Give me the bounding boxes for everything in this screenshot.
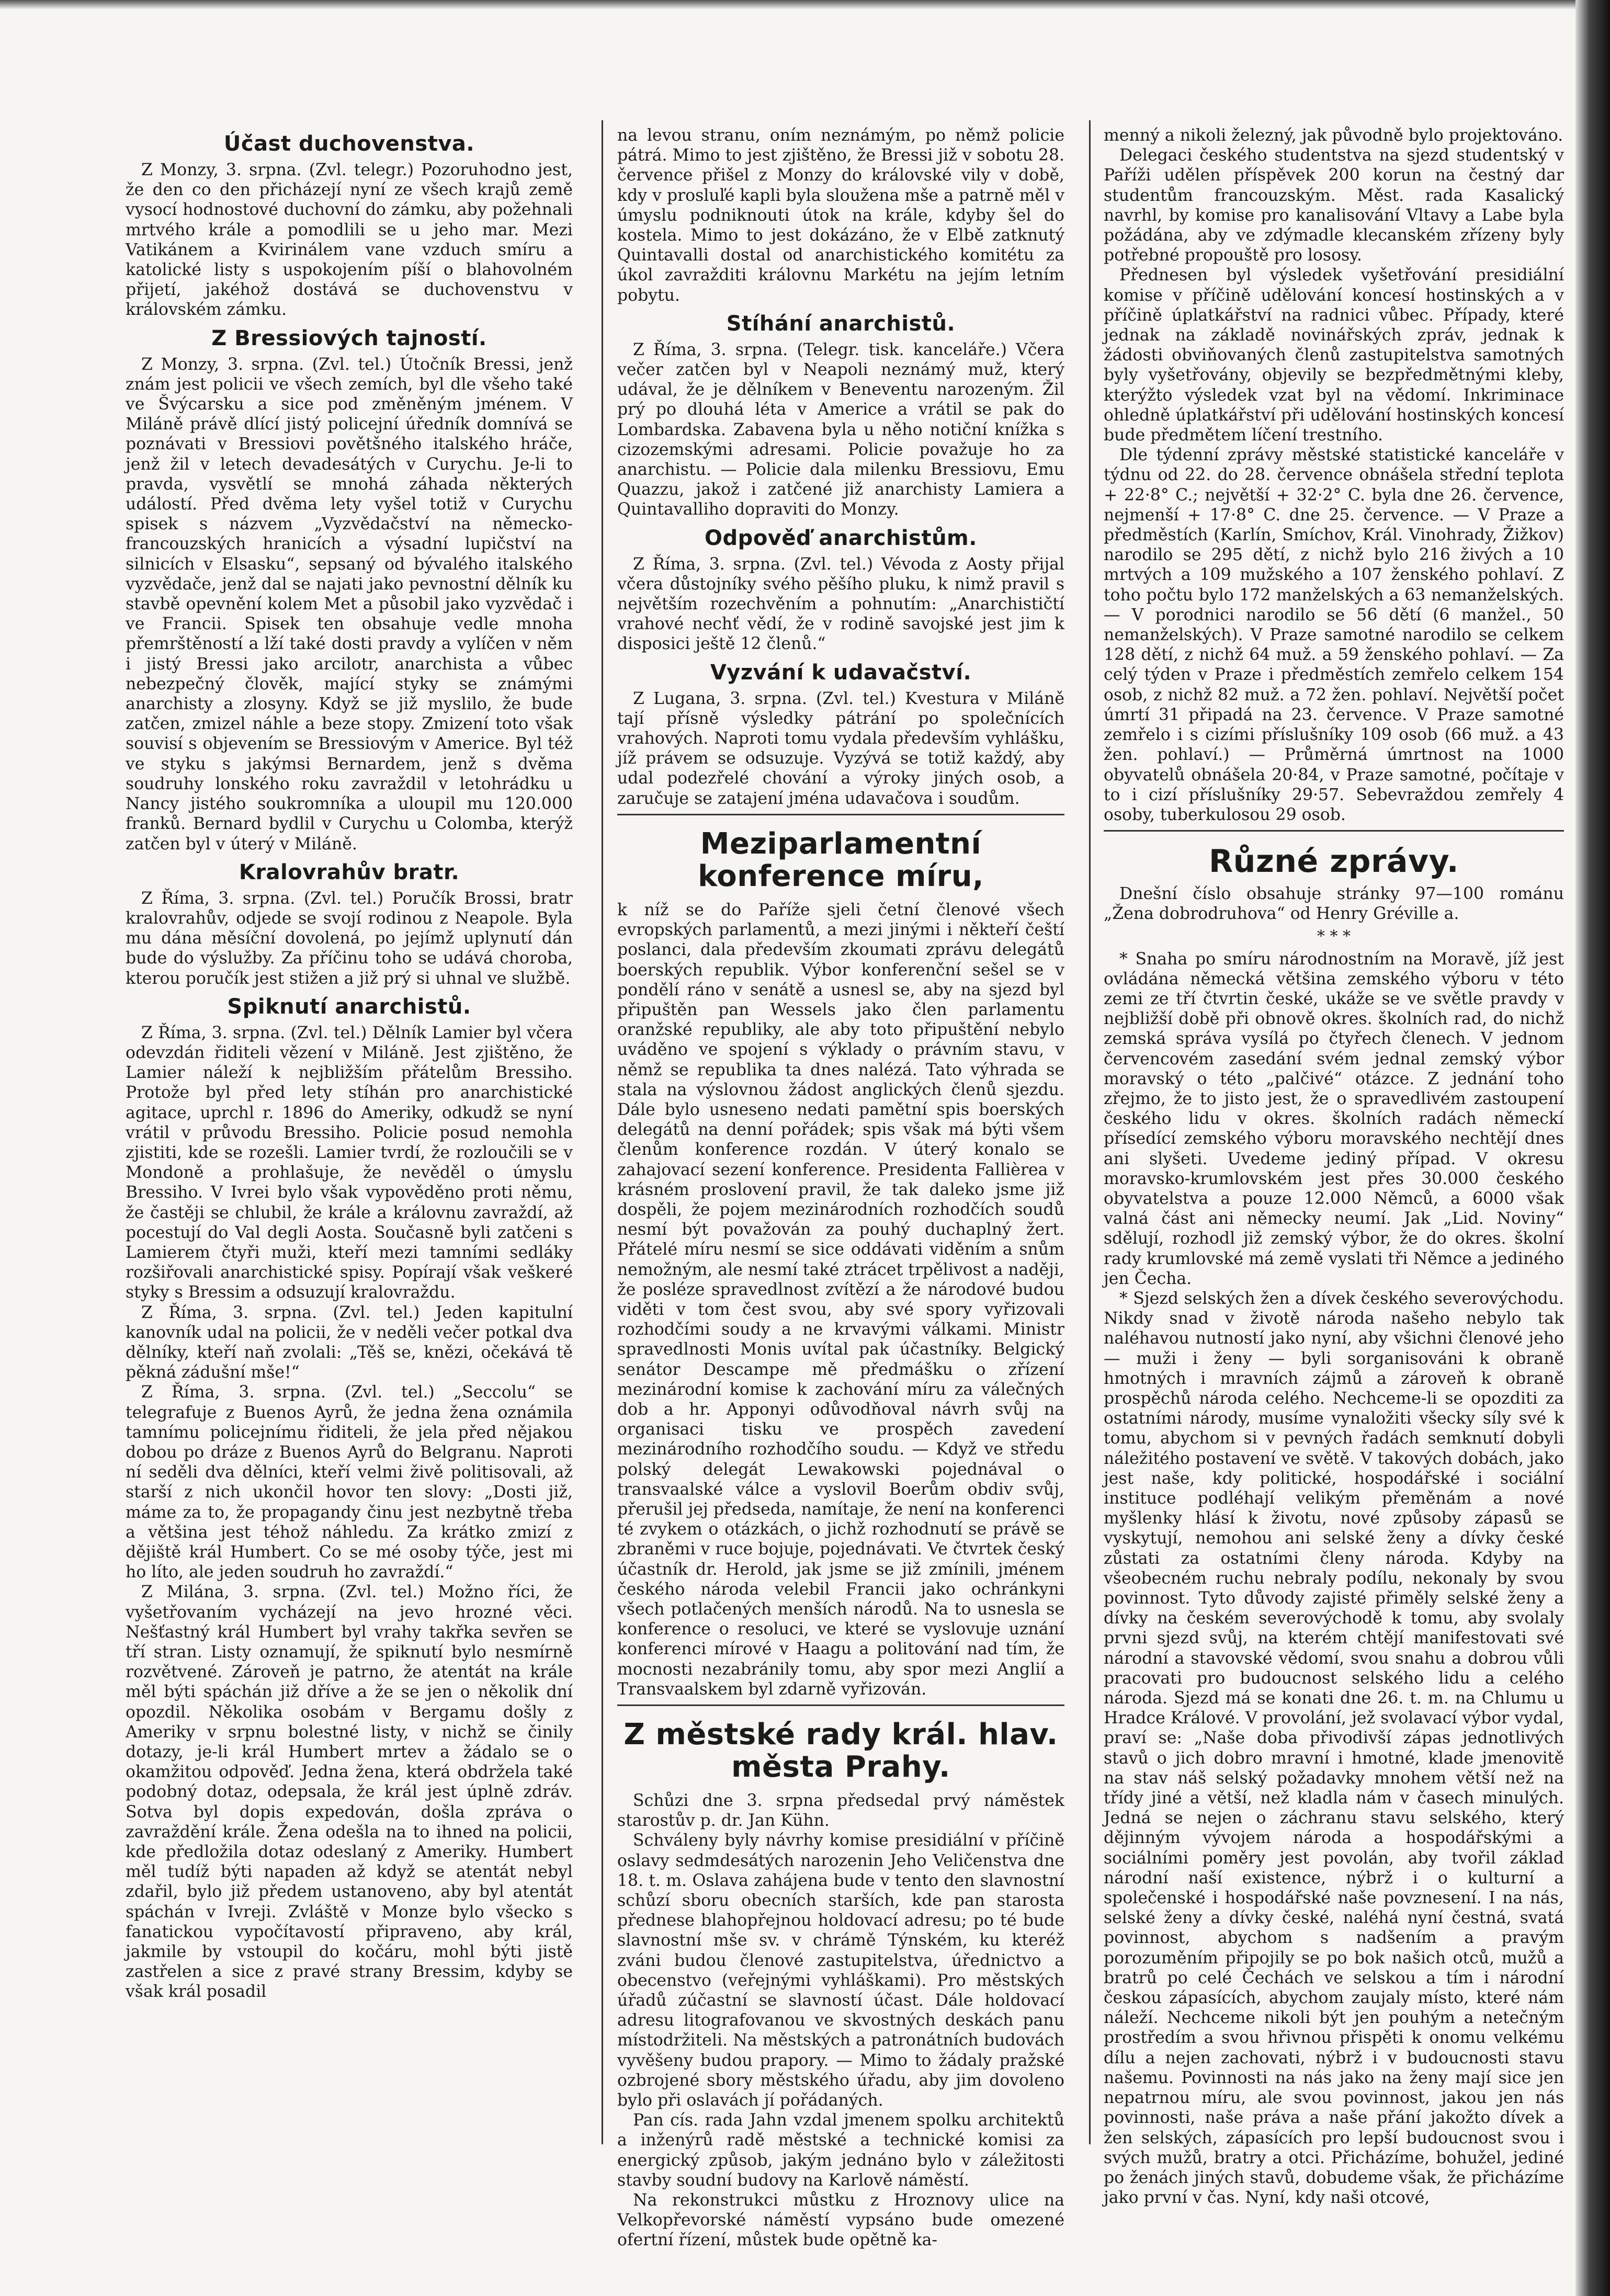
article-paragraph: Z Monzy, 3. srpna. (Zvl. tel.) Útočník Bressi, jenž znám jest policii ve všech zemích, byl dle všeho také ve Švýcarsku a sice pod změněným jménem. V Miláně právě dlící jistý policejní úředník domnívá se poznávati v Bressiovi povětšného italského hráče, jenž žil v letech devadesátých v Curychu. Je-li to pravda, vysvětlí se mnohá záhada některých událostí. Před dvěma lety vyšel totiž v Curychu spisek s názvem „Vyzvědačství na německo-francouzských hranicích a výsadní lupičství na silnicích v Elsasku“, sepsaný od bývalého italského vyzvědače, jenž dal se najati jako pevnostní dělník ku stavbě opevnění kolem Met a působil jako vyzvědač i ve Francii. Spisek ten obsahuje vedle mnoha přemrštěností a lží také dosti pravdy a vylíčen v něm i jistý Bressi jako arcilotr, anarchista a vůbec nebezpečný člověk, mající styky se známými anarchisty a zlosyny. Když se již myslilo, že bude zatčen, zmizel náhle a beze stopy. Zmizení toto však souvisí s objevením se Bressiovým v Americe. Byl též ve styku s jakýmsi Bernardem, jenž s dvěma soudruhy lonského roku zavraždil v letohrádku u Nancy jistého soukromníka a uloupil mu 120.000 franků. Bernard bydlil v Curychu u Colomba, kterýž zatčen byl v úterý v Miláně. [126,355,573,854]
article-paragraph: Z Říma, 3. srpna. (Zvl. tel.) Dělník Lamier byl včera odevzdán řiditeli vězení v Miláně. Jest zjištěno, že Lamier náleží k nejbližším přátelům Bressiho. Protože byl před lety stíhán pro anarchistické agitace, uprchl r. 1896 do Ameriky, odkudž se nyní vrátil v průvodu Bressiho. Policie posud nemohla zjistiti, kde se rozešli. Lamier tvrdí, že rozloučili se v Mondoně a prohlašuje, že nevěděl o úmyslu Bressiho. V Ivrei bylo však vypověděno proti němu, že častěji se chlubil, že krále a královnu zavraždí, až pocestují do Val degli Aosta. Současně byli zatčeni s Lamierem čtyři muži, kteří mezi tamními sedláky rozšiřovali anarchistické spisy. Popírají však veškeré styky s Bressim a odsuzují kralovraždu. [126,1023,573,1302]
headline-ucast-duchovenstva: Účast duchovenstva. [223,132,475,156]
article-paragraph: menný a nikoli železný, jak původně bylo projektováno. [1104,126,1563,145]
article-paragraph: k níž se do Paříže sjeli četní členové všech evropských parlamentů, a mezi jinými i někteří čeští poslanci, dala především zkoumati zprávu delegátů boerských republik. Výbor konferenční sešel se v pondělí ráno v senátě a usnesl se, aby na sjezd byl připuštěn pan Wessels jako člen parlamentu oranžské republiky, ale aby toto připuštění nebylo uváděno ve spojení s výklady o právním stavu, v němž se republika ta dnes nalézá. Tato výhrada se stala na výslovnou žádost anglických členů sjezdu. Dále bylo usneseno nedati pamětní spis boerských delegátů na denní pořádek; spis však má býti všem členům konference rozdán. V úterý konalo se zahajovací sezení konference. Presidenta Fallièrea v krásném proslovení pravil, že tak daleko jsme již dospěli, že pojem mezinárodních rozhodčích soudů nesmí být považován za pouhý duchaplný žert. Přátelé míru nesmí se sice oddávati viděním a snům nemožným, ale nesmí také ztrácet trpělivost a naději, že posléze spravedlnost zvítězí a že národové budou viděti v tom čest svou, aby své spory vyřizovali rozhodčími soudy a ne krvavými válkami. Ministr spravedlnosti Monis uvítal pak účastníky. Belgický senátor Descampe mě předmášku o zřízení mezinárodní komise k zachování míru za válečných dob a hr. Apponyi odůvodňoval návrh svůj na organisaci tisku ve prospěch zavedení mezinárodního rozhodčího soudu. — Když ve středu polský delegát Lewakowski pojednával o transvaalské válce a vyslovil Boerům obdiv svůj, přerušil jej předseda, namítaje, že není na konferenci té zvykem o otázkách, o jichž rozhodnutí se právě se zbraněmi v ruce bojuje, pojednávati. Ve čtvrtek český účastník dr. Herold, jak jsme se již zmínili, jménem českého národa velebil Francii jako ochránkyni všech potlačených menších národů. Na to usnesla se konference o resoluci, ve které se vyslovuje uznání konferenci mírové v Haagu a politování nad tím, že mocnosti nezabránily tomu, aby spor mezi Anglií a Transvaalskem byl zdarně vyřizován. [617,900,1064,1699]
headline-spiknuti-anarchistu: Spiknutí anarchistů. [227,994,471,1019]
article-paragraph: * Sjezd selských žen a dívek českého severovýchodu. Nikdy snad v životě národa našeho nebylo tak naléhavou nutností jako nyní, aby všichni členové jeho — muži i ženy — byli sorganisováni k obraně hmotných i mravních zájmů a zároveň k obraně prospěchů národa celého. Nechceme-li se opozditi za ostatními národy, musíme vynaložiti všecky síly své k tomu, abychom si v pevných řadách semknutí dobyli náležitého postavení ve světě. V takových dobách, jako jest naše, kdy politické, hospodářské i sociální instituce podléhají velikým přeměnám a nové myšlenky hlásí k životu, nové způsoby zápasů se vyskytují, nemohou ani selské ženy a dívky české zůstati za ostatními členy národa. Kdyby na všeobecném ruchu nebraly podílu, nekonaly by svou povinnost. Tyto důvody zajisté přiměly selské ženy a dívky na českém severovýchodě k tomu, aby svolaly prvni sjezd svůj, na kterém chtějí manifestovati své národní a stavovské vědomí, svou snahu a dobrou vůli pracovati pro budoucnost selského lidu a celého národa. Sjezd má se konati dne 26. t. m. na Chlumu u Hradce Králové. V provolání, jež svolavací výbor vydal, praví se: „Naše doba přivodivší zápas jednotlivých stavů o jich dobro mravní i hmotné, klade jmenovitě na stav náš selský požadavky mnohem větší než na třídy jiné a větší, než kladla nám v časech minulých. Jedná se nejen o záchranu stavu selského, který dějinným vývojem národa a hospodářskými a sociálními poměry jest povolán, aby tvořil základ národní naší existence, nýbrž i o kulturní a společenské i hospodářské naše povznesení. I na nás, selské ženy a dívky české, naléhá nyní čestná, svatá povinnost, abychom s nadšením a pravým porozuměním připojily se po bok našich otců, mužů a bratrů po celé Čechách ve selskou a tím i národní českou zápasících, abychom zaujaly místo, které nám náleží. Nechceme nikoli být jen pouhým a netečným prostředím a svou hřivnou přispěti k onomu velkému dílu a nejen zachovati, nýbrž i v budoucnosti stavu našemu. Povinnosti na nás jako na ženy mají sice jen nepatrnou míru, ale svou povinnost, jakou jen nás povinnosti, naše práva a naše přání jakožto dívek a žen selských, zápasících pro lepší budoucnost svou i svých mužů, bratry a otci. Přicházíme, bohužel, jediné po ženách jiných stavů, dobudeme však, že přicházíme jako první v čas. Nyní, kdy naši otcové, [1104,1289,1564,2208]
section-divider [1104,830,1564,832]
headline-mestska-rada-prahy: Z městské rady král. hlav. města Prahy. [623,1718,1058,1784]
headline-bressiovych-tajnosti: Z Bressiových tajností. [211,326,487,350]
article-paragraph: * Snaha po smíru národnostním na Moravě, jíž jest ovládána německá většina zemského výboru v této zemi ze tří čtvrtin české, ukáže se ve světle pravdy v nejbližší době při obnově okres. školních rad, do nichž zemská správa vysílá po čtyřech členech. V jednom červencovém zasedání svém jednal zemský výbor moravský o této „palčivé“ otázce. Z jednání toho zřejmo, že to jisto jest, že o spravedlivém zastoupení českého lidu v okres. školních radách německí přísedící zemského výboru moravského nechtějí dnes ani slyšeti. Uvedeme jediný případ. V okresu moravsko-krumlovském jest přes 30.000 českého obyvatelstva a pouze 12.000 Němců, a 6000 však valná část ani německy neumí. Jak „Lid. Noviny“ sdělují, rozhodl již zemský výbor, že do okres. školní rady krumlovské má země vyslati tři Němce a jediného jen Čecha. [1104,949,1564,1288]
headline-odpoved-anarchistum: Odpověď anarchistům. [705,526,977,550]
scan-right-edge [1575,0,1610,2296]
scan-top-edge [0,0,1610,9]
article-paragraph: Dle týdenní zprávy městské statistické kanceláře v týdnu od 22. do 28. července obnášela střední teplota + 22·8° C.; největší + 32·2° C. byla dne 26. července, nejmenší + 17·8° C. dne 25. července. — V Praze a předměstích (Karlín, Smíchov, Král. Vinohrady, Žižkov) narodilo se 295 dětí, z nichž bylo 216 živých a 10 mrtvých a 109 mužského a 107 ženského pohlaví. Z toho počtu bylo 172 manželských a 63 nemanželských. — V porodnici narodilo se 56 dětí (6 manžel., 50 nemanželských). V Praze samotné narodilo se celkem 128 dětí, z nichž 64 muž. a 59 ženského pohlaví. — Za celý týden v Praze i předměstích zemřelo celkem 154 osob, z nichž 82 muž. a 72 žen. pohlaví. Největší počet úmrtí 31 připadá na 23. července. V Praze samotné zemřelo i s cizími příslušníky 109 osob (66 muž. a 43 žen. pohlaví.) — Průměrná úmrtnost na 1000 obyvatelů obnášela 20·84, v Praze samotné, počítaje v to i cizí příslušníky 29·57. Sebevraždou zemřely 4 osoby, tuberkulosou 29 osob. [1104,446,1564,824]
headline-meziparlamentni-konference: Meziparlamentní konference míru, [698,826,984,893]
article-paragraph: Pan cís. rada Jahn vzdal jmenem spolku architektů a inženýrů radě městské a technické komisi za energický způsob, jakým jednáno bylo v záležitosti stavby soudní budovy na Karlově náměstí. [617,2111,1064,2190]
headline-ruzne-zpravy: Různé zprávy. [1208,843,1459,880]
column-2 [617,126,1064,2250]
article-paragraph: Z Říma, 3. srpna. (Telegr. tisk. kanceláře.) Včera večer zatčen byl v Neapoli neznámý muž, který udával, že je dělníkem v Beneventu narozeným. Žil prý po dlouhá léta v Americe a vrátil se pak do Lombardska. Zabavena byla u něho notiční knížka s cizozemskými adresami. Policie považuje ho za anarchistu. — Policie dala milenku Bressiovu, Emu Quazzu, jakož i zatčené již anarchisty Lamiera a Quintavalliho dopraviti do Monzy. [617,340,1064,519]
column-3 [1104,126,1564,2208]
article-paragraph: Schváleny byly návrhy komise presidiální v příčině oslavy sedmdesátých narozenin Jeho Veličenstva dne 18. t. m. Oslava zahájena bude v tento den slavnostní schůzí sboru obecních starších, kde pan starosta přednese blahopřejnou holdovací adresu; po té bude slavnostní mše sv. v chrámě Týnském, ku kteréž zváni budou členové zastupitelstva, úřednictvo a obecenstvo (veřejnými vyhláškami). Pro městských úřadů zúčastní se slavností účast. Dále holdovací adresu litografovanou ve skvostných deskách panu místodržiteli. Na městských a patronátních budovách vyvěšeny budou prapory. — Mimo to žádaly pražské ozbrojené sbory městského úřadu, aby jim dovoleno bylo při oslavách jí pořádaných. [617,1831,1064,2110]
article-paragraph: Přednesen byl výsledek vyšetřování presidiální komise v příčině udělování koncesí hostinských a v příčině úplatkářství na radnici vůbec. Případy, které jednak na základě novinářských zpráv, jednak k žádosti obviňovaných členů zastupitelstva samotných byly vyšetřovány, objevily se bezpředmětnými kleby, kterýžto výsledek vzat byl na vědomí. Inkriminace ohledně úplatkářství při udělování hostinských koncesí bude předmětem líčení trestního. [1104,266,1564,445]
article-paragraph: Z Monzy, 3. srpna. (Zvl. telegr.) Pozoruhodno jest, že den co den přicházejí nyní ze všech krajů země vysocí hodnostové duchovní do zámku, aby požehnali mrtvého krále a pomodlili se u jeho mar. Mezi Vatikánem a Kvirinálem vane vzduch smíru a katolické listy s uspokojením píší o blahovolném přijetí, jakéhož dostává se duchovenstvu v královském zámku. [126,161,573,320]
section-divider [617,814,1064,815]
column-rule-1 [602,120,603,2144]
article-paragraph: Delegaci českého studentstva na sjezd studentský v Paříži udělen příspěvek 200 korun na čestný dar studentům francouzským. Měst. rada Kasalický navrhl, by komise pro kanalisování Vltavy a Labe byla požádána, aby ve zdýmadle klecanském zřízeny byly potřebné propouště pro lososy. [1104,146,1564,265]
article-paragraph: Z Říma, 3. srpna. (Zvl. tel.) Jeden kapitulní kanovník udal na policii, že v neděli večer potkal dva dělníky, kteří naň zvolali: „Těš se, knězi, očekává tě pěkná zádušní mše!“ [126,1303,573,1382]
article-paragraph: Z Říma, 3. srpna. (Zvl. tel.) Poručík Brossi, bratr kralovrahův, odjede se svojí rodinou z Neapole. Byla mu dána měsíční dovolená, po jejímž uplynutí dán bude do výslužby. Za příčinu toho se udává choroba, kterou poručík jest stižen a již prý si uhnal ve službě. [126,889,573,988]
article-paragraph: Na rekonstrukci můstku z Hroznovy ulice na Velkopřevorské náměstí vypsáno bude omezené ofertní řízení, můstek bude opětně ka- [617,2191,1064,2250]
article-paragraph: Z Říma, 3. srpna. (Zvl. tel.) „Seccolu“ se telegrafuje z Buenos Ayrů, že jedna žena oznámila tamnímu policejnímu řiditeli, že jela před nějakou dobou po dráze z Buenos Ayrů do Belgranu. Naproti ní seděli dva dělníci, kteří velmi živě politisovali, až starší z nich ukončil hovor ten slovy: „Dosti již, máme za to, že propagandy činu jest nezbytně třeba a většina jest téhož náhledu. Za krátko zmizí z dějiště král Humbert. Co se mé osoby týče, jest mi ho líto, ale jeden soudruh ho zavraždí.“ [126,1383,573,1582]
article-paragraph: Z Lugana, 3. srpna. (Zvl. tel.) Kvestura v Miláně tají přísně výsledky pátrání po společnících vrahových. Naproti tomu vydala především vyhlášku, jíž právem se odsuzuje. Vyzývá se totiž každý, aby udal podezřelé chování a výroky jiných osob, a zaručuje se zatajení jména udavačova i soudům. [617,689,1064,808]
headline-kralovrahuv-bratr: Kralovrahův bratr. [239,860,460,884]
article-paragraph: Z Říma, 3. srpna. (Zvl. tel.) Vévoda z Aosty přijal včera důstojníky svého pěšího pluku, k nimž pravil s největším rozechvěním a pohnutím: „Anarchističtí vrahové nechť vědí, že v rodině savojské jest jim k disposici ještě 12 členů.“ [617,554,1064,654]
article-paragraph: Schůzi dne 3. srpna předsedal prvý náměstek starostův p. dr. Jan Kühn. [617,1791,1064,1831]
headline-stihani-anarchistu: Stíhání anarchistů. [726,311,956,336]
asterism-divider: * * * [1317,927,1351,946]
article-paragraph: Dnešní číslo obsahuje stránky 97—100 románu „Žena dobrodruhova“ od Henry Gréville a. [1104,884,1564,924]
section-divider [617,1704,1064,1706]
headline-vyzvani-k-udavacstvi: Vyzvání k udavačství. [710,660,972,685]
column-rule-2 [1089,120,1091,2144]
article-paragraph: Z Milána, 3. srpna. (Zvl. tel.) Možno říci, že vyšetřovaním vycházejí na jevo hrozné věci. Nešťastný král Humbert byl vrahy takřka sevřen se tří stran. Listy oznamují, že spiknutí bylo nesmírně rozvětvené. Zároveň je patrno, že atentát na krále měl býti spáchán již dříve a že se jen o několik dní opozdil. Několika osobám v Bergamu došly z Ameriky v srpnu bolestné listy, v nichž se činily dotazy, je-li král Humbert mrtev a žádalo se o okamžitou odpověď. Jedna žena, která obdržela také podobný dotaz, odepsala, že král jest úplně zdráv. Sotva byl dopis expedován, došla zpráva o zavraždění krále. Žena odešla na to ihned na policii, kde předložila dotaz odeslaný z Ameriky. Humbert měl tudíž býti napaden až když se atentát nebyl zdařil, bylo již předem ustanoveno, aby byl atentát spáchán v Ivreji. Zvláště v Monze bylo všecko s fanatickou vypočítavostí připraveno, aby král, jakmile by vstoupil do kočáru, mohl býti jistě zastřelen a sice z pravé strany Bressim, kdyby se však král posadil [126,1583,573,2002]
column-1 [126,126,573,2134]
article-paragraph: na levou stranu, oním neznámým, po němž policie pátrá. Mimo to jest zjištěno, že Bressi již v sobotu 28. července přišel z Monzy do královské vily v době, kdy v prosluľé kapli byla sloužena mše a patrně měl v úmyslu podniknouti útok na krále, kdyby šel do kostela. Mimo to jest dokázáno, že v Elbě zatknutý Quintavalli dostal od anarchistického komitétu za úkol zavražditi královnu Markétu na jejím letním pobytu. [617,126,1064,305]
